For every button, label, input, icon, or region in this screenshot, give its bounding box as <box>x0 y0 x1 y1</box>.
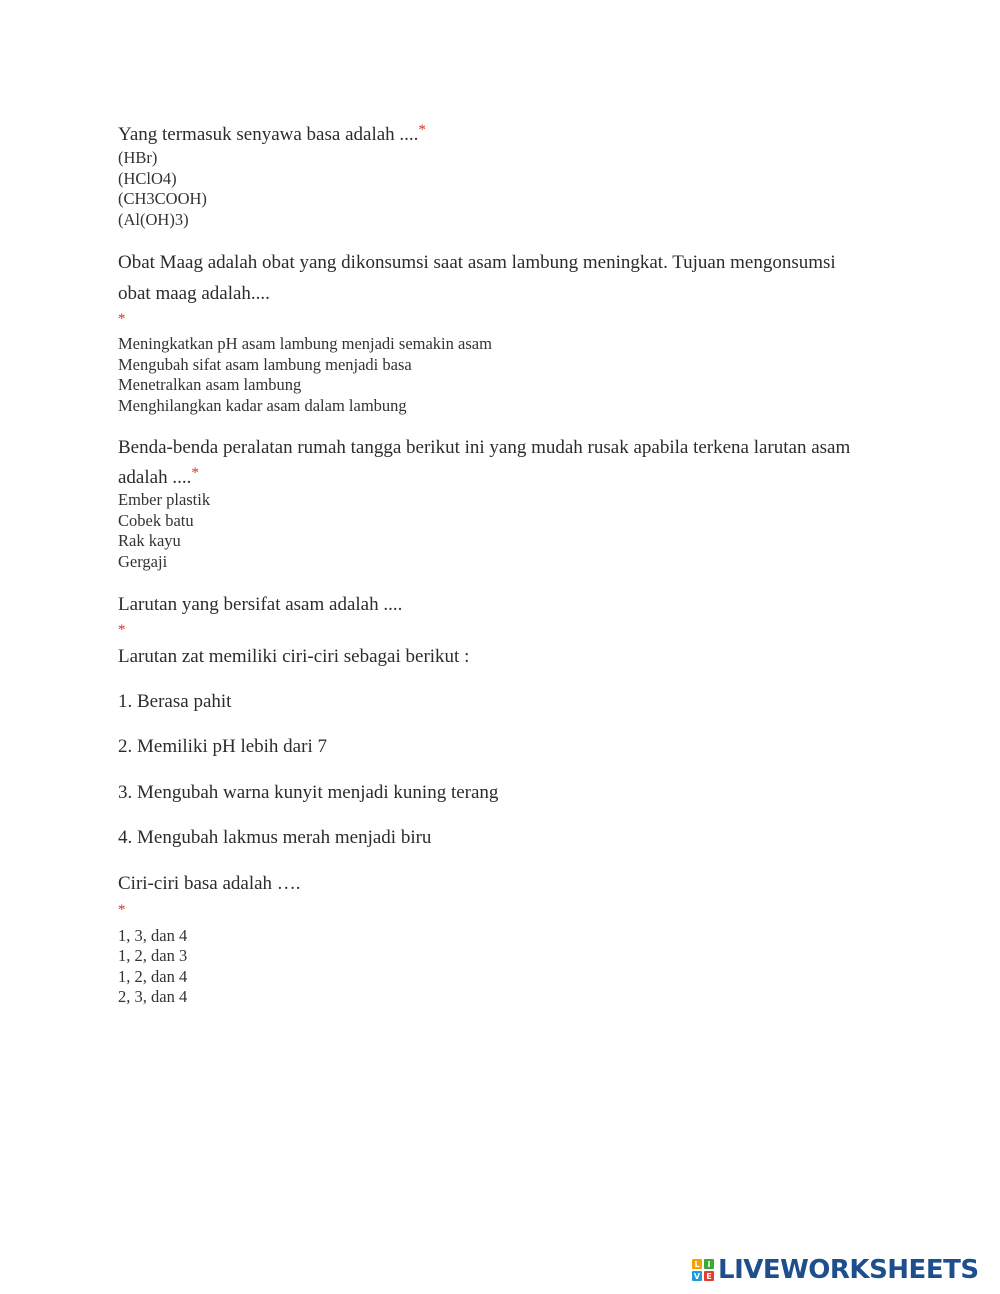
question-3-line-1: Benda-benda peralatan rumah tangga berikut ini yang mudah rusak apabila terkena larutan asam <box>118 437 851 458</box>
question-3-text: adalah .... <box>118 467 192 488</box>
logo-square-v: V <box>693 1271 701 1281</box>
logo-square-l: L <box>692 1259 702 1269</box>
question-5-intro: Larutan zat memiliki ciri-ciri sebagai berikut : <box>118 646 470 667</box>
question-1-text: Yang termasuk senyawa basa adalah .... <box>118 124 419 145</box>
logo-square-e: E <box>704 1271 714 1281</box>
question-1-option-4[interactable]: (Al(OH)3) <box>118 210 189 229</box>
question-5-item-1: 1. Berasa pahit <box>118 691 232 712</box>
question-2-line-1: Obat Maag adalah obat yang dikonsumsi saat asam lambung meningkat. Tujuan mengonsumsi <box>118 252 836 273</box>
required-marker: * <box>118 311 126 327</box>
question-1 <box>118 124 426 146</box>
required-marker: * <box>418 122 426 138</box>
question-2-line-2: obat maag adalah.... <box>118 283 270 304</box>
logo-text: LIVEWORKSHEETS <box>718 1255 979 1285</box>
question-5-option-1[interactable]: 1, 3, dan 4 <box>118 926 188 945</box>
liveworksheets-logo <box>692 1255 979 1285</box>
question-3-option-2[interactable]: Cobek batu <box>118 511 194 530</box>
question-5-option-4[interactable]: 2, 3, dan 4 <box>118 987 188 1006</box>
required-marker: * <box>118 902 126 918</box>
question-3-line-2 <box>118 467 199 489</box>
question-5-item-2: 2. Memiliki pH lebih dari 7 <box>118 736 327 757</box>
logo-square-i: I <box>704 1259 714 1269</box>
question-5-item-3: 3. Mengubah warna kunyit menjadi kuning terang <box>118 782 499 803</box>
required-marker: * <box>191 465 199 481</box>
question-5-question: Ciri-ciri basa adalah …. <box>118 873 301 894</box>
question-3-option-4[interactable]: Gergaji <box>118 552 168 571</box>
question-1-option-1[interactable]: (HBr) <box>118 148 158 167</box>
question-5-item-4: 4. Mengubah lakmus merah menjadi biru <box>118 827 432 848</box>
required-marker: * <box>118 622 126 638</box>
question-2-option-3[interactable]: Menetralkan asam lambung <box>118 375 302 394</box>
question-2-option-1[interactable]: Meningkatkan pH asam lambung menjadi semakin asam <box>118 334 492 353</box>
question-2-option-4[interactable]: Menghilangkan kadar asam dalam lambung <box>118 396 407 415</box>
question-3-option-1[interactable]: Ember plastik <box>118 490 211 509</box>
question-2-option-2[interactable]: Mengubah sifat asam lambung menjadi basa <box>118 355 412 374</box>
question-5-option-3[interactable]: 1, 2, dan 4 <box>118 967 188 986</box>
question-5-option-2[interactable]: 1, 2, dan 3 <box>118 946 188 965</box>
logo-squares-icon <box>692 1259 714 1281</box>
question-4-text: Larutan yang bersifat asam adalah .... <box>118 594 403 615</box>
question-1-option-2[interactable]: (HClO4) <box>118 169 177 188</box>
question-3-option-3[interactable]: Rak kayu <box>118 531 181 550</box>
question-1-option-3[interactable]: (CH3COOH) <box>118 189 207 208</box>
